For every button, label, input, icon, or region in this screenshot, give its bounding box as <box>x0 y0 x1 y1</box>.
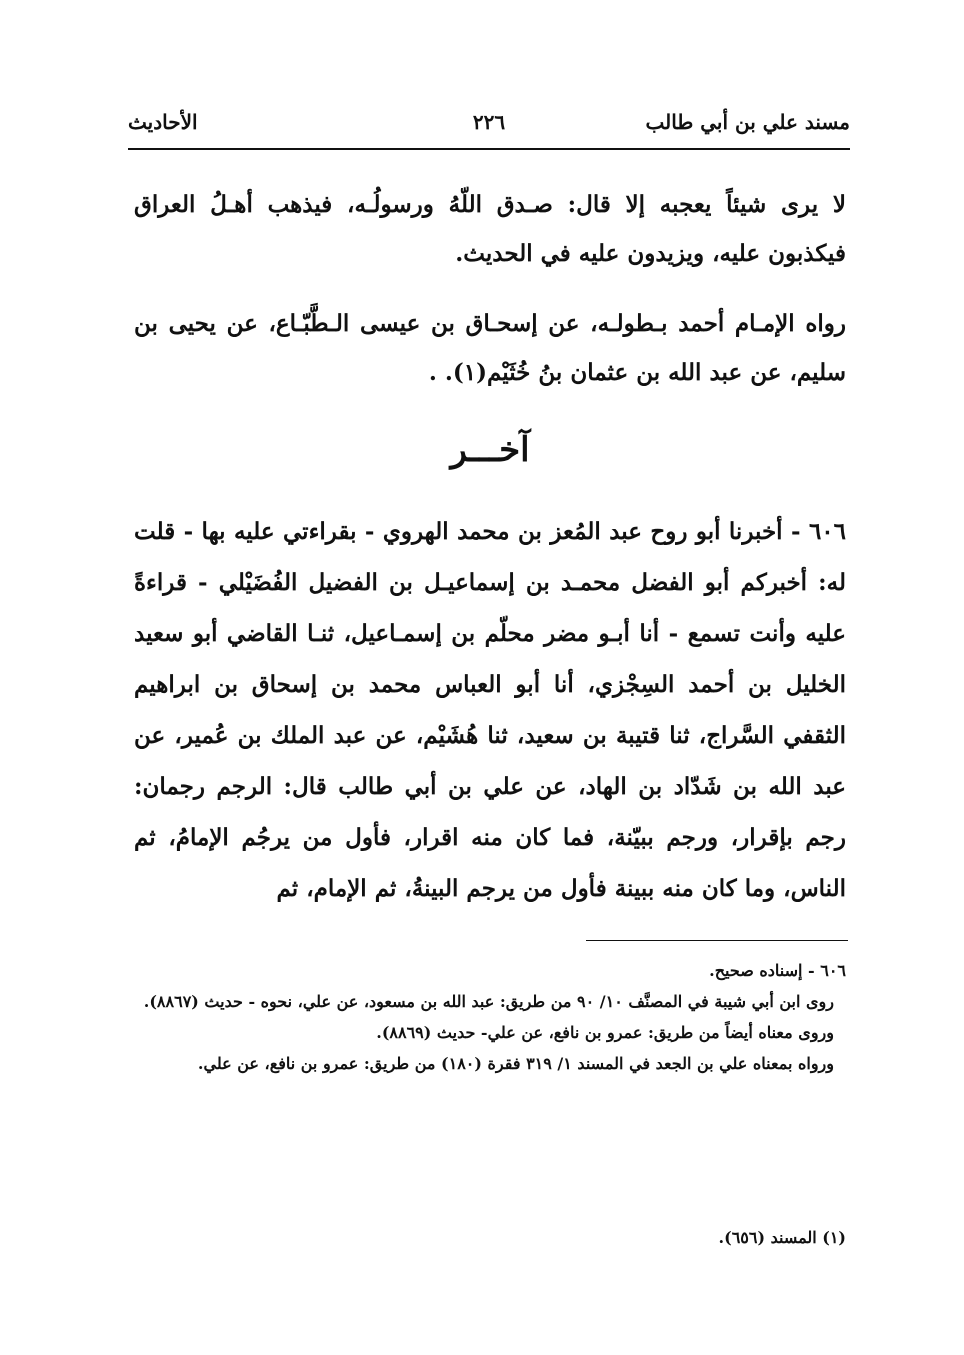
section-title: آخـــر <box>450 430 530 470</box>
footnote-606 <box>134 955 846 1079</box>
footnote-606-head: ٦٠٦ - إسناده صحيح. <box>709 961 846 980</box>
footnote-606-line-3: ورواه بمعناه علي بن الجعد في المسند ١/ ٣١٩ فقرة (١٨٠) من طريق: عمرو بن نافع، عن علي. <box>197 1054 834 1073</box>
hadith-606: ٦٠٦ - أخبرنا أبو روح عبد المُعز بن محمد الهروي - بقراءتي عليه بها - قلت له: أخبركم أبو الفضل محمـد بن إسماعيـل بن الفضيل الفُضَيْلي - قراءةً عليه وأنت تسمع - أنا أبـو مضر محلّم بن إسمـاعيل، ثنـا القاضي أبو سعيد الخليل بن أحمد السِجْزي، أنا أبو العباس محمد بن إسحاق بن ابراهيم الثقفي السَّراج، ثنا قتيبة بن سعيد، ثنا هُشَيْم، عن عبد الملك بن عُمير، عن عبد الله بن شَدّاد بن الهاد، عن علي بن أبي طالب قال: الرجم رجمان: رجم بإقرار، ورجم ببيّنة، فما كان منه اقرار، فأول من يرجُم الإمامُ، ثم الناس، وما كان منه ببينة فأول من يرجم البينةُ، ثم الإمام، ثم <box>134 518 846 902</box>
page-number: ٢٢٦ <box>472 110 506 134</box>
paragraph-continuation: لا يرى شيئاً يعجبه إلا قال: صـدق اللّهُ ورسولُـه، فيذهب أهـلُ العراق فيكذبون عليه، ويزيدون عليه في الحديث. <box>134 191 846 267</box>
page-header <box>128 110 850 146</box>
paragraph-narration: رواه الإمـام أحمد بـطولـه، عن إسحـاق بن عيسى الـطَّبّـاع، عن يحيى بن سليم، عن عبد الله بن عثمان بنُ خُثَيْم(١). . <box>134 310 846 386</box>
footnote-divider <box>586 940 848 941</box>
footnote-606-line-2: وروى معناه أيضاً من طريق: عمرو بن نافع، عن علي- حديث (٨٨٦٩). <box>376 1023 834 1042</box>
section-name: الأحاديث <box>128 110 198 134</box>
footnote-606-line-1: روى ابن أبي شيبة في المصنَّف ١٠/ ٩٠ من طريق: عبد الله بن مسعود، عن علي، نحوه - حديث (٨٨٦٧). <box>143 992 834 1011</box>
footnote-1: (١) المسند (٦٥٦). <box>718 1228 846 1247</box>
book-title: مسند علي بن أبي طالب <box>645 110 850 134</box>
header-divider <box>128 148 850 150</box>
